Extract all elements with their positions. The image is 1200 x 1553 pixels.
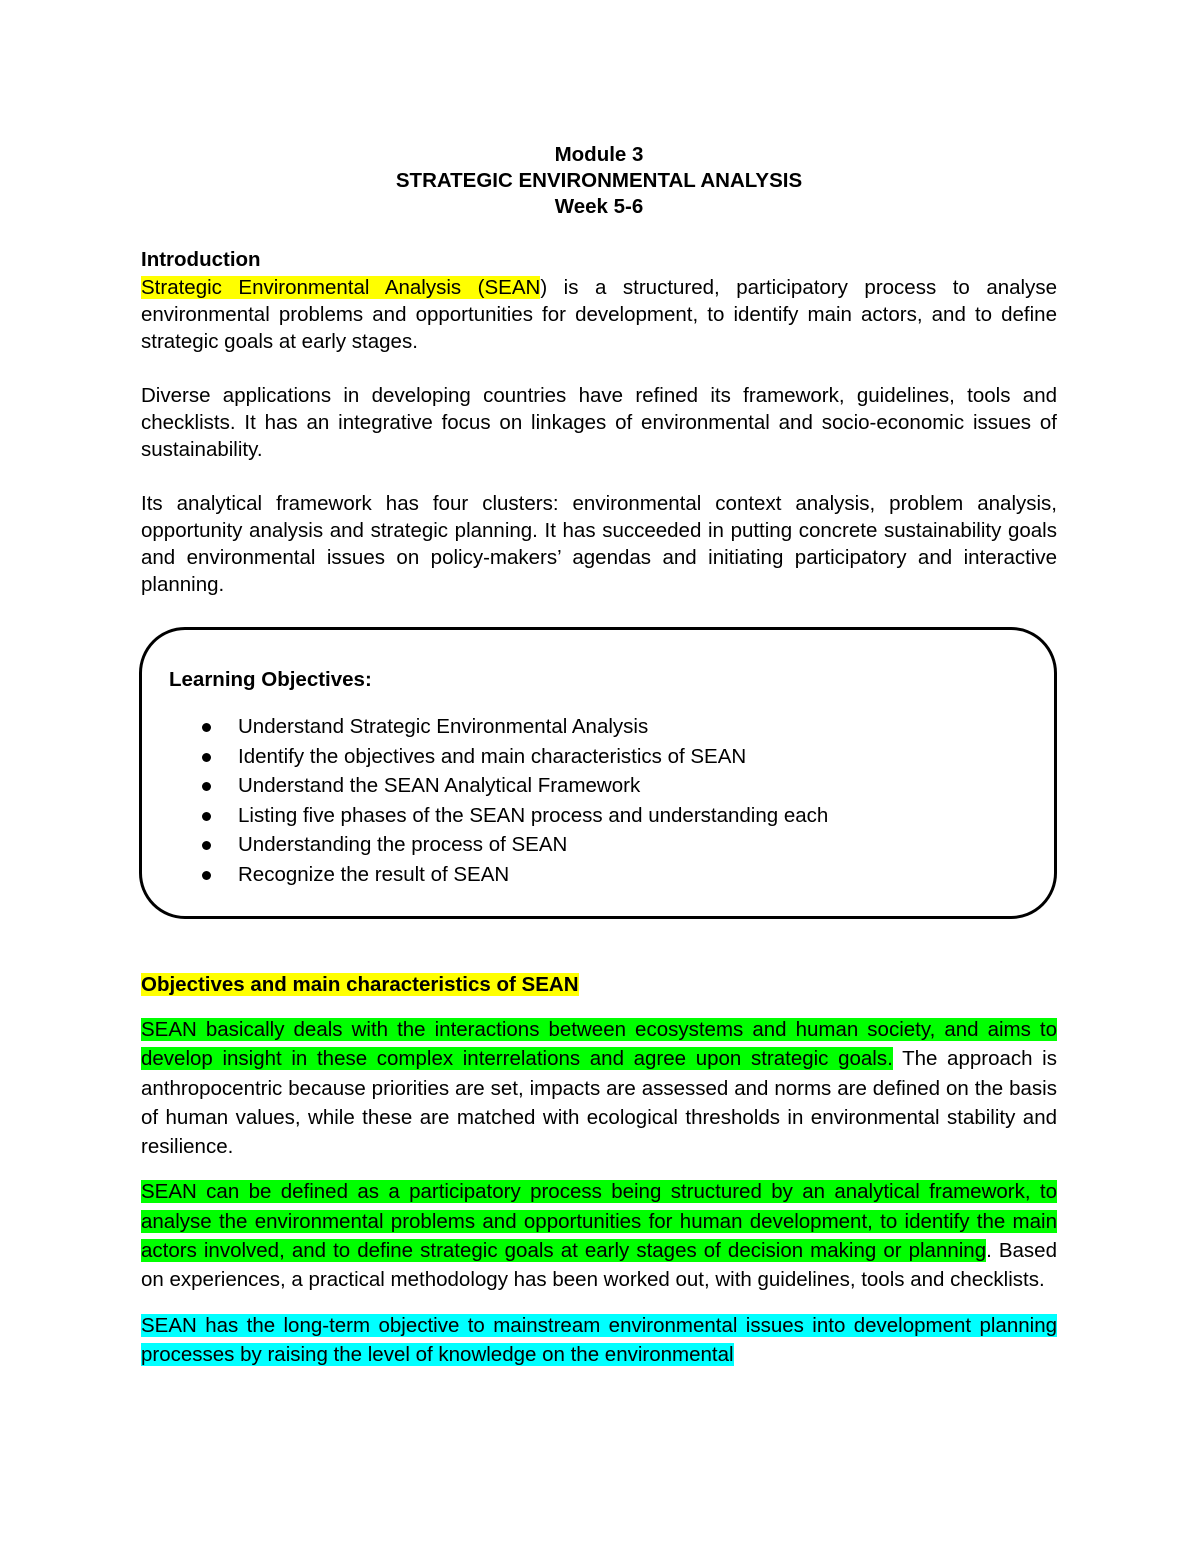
objectives-paragraph-1 xyxy=(141,1015,1057,1161)
list-item: Understand Strategic Environmental Analysis xyxy=(202,712,828,742)
paragraph-text: The approach is anthropocentric because priorities are set, impacts are assessed and norms are defined on the basis of human values, while these are matched with ecological thresholds in environmental stability and resilience. xyxy=(141,1047,1057,1159)
bullet-icon xyxy=(202,871,211,880)
highlighted-text: SEAN basically deals with the interactions between ecosystems and human society, and aims to develop insight in these complex interrelations and agree upon strategic goals. xyxy=(141,1018,1057,1071)
bullet-icon xyxy=(202,723,211,732)
highlighted-text: SEAN has the long-term objective to mainstream environmental issues into development planning processes by raising the level of knowledge on the environmental xyxy=(141,1313,1057,1366)
objectives-heading: Objectives and main characteristics of SEAN xyxy=(141,973,579,996)
learning-objectives-list xyxy=(202,712,828,889)
objectives-section xyxy=(141,971,1057,1369)
module-week: Week 5-6 xyxy=(554,195,644,218)
bullet-icon xyxy=(202,812,211,821)
list-item: Understand the SEAN Analytical Framework xyxy=(202,771,828,801)
bullet-icon xyxy=(202,841,211,850)
highlighted-text: Strategic Environmental Analysis (SEAN xyxy=(141,276,541,299)
bullet-icon xyxy=(202,782,211,791)
intro-paragraph-3: Its analytical framework has four clusters: environmental context analysis, problem analysis, opportunity analysis and strategic planning. It has succeeded in putting concrete sustainability goals and environmental issues on policy-makers’ agendas and initiating participatory and interactive planning. xyxy=(141,492,1057,596)
list-item: Identify the objectives and main characteristics of SEAN xyxy=(202,742,828,772)
list-item: Listing five phases of the SEAN process and understanding each xyxy=(202,801,828,831)
intro-paragraph-1 xyxy=(141,274,1057,355)
paragraph-text: ) is a structured, participatory process to analyse environmental problems and opportunities for development, to identify main actors, and to define strategic goals at early stages. xyxy=(141,276,1057,353)
objectives-paragraph-2 xyxy=(141,1177,1057,1294)
highlighted-text: SEAN can be defined as a participatory process being structured by an analytical framework, to analyse the environmental problems and opportunities for human development, to identify the main actors involved, and to define strategic goals at early stages of decision making or planning xyxy=(141,1180,1057,1263)
list-item: Understanding the process of SEAN xyxy=(202,830,828,860)
document-header xyxy=(141,142,1057,220)
intro-block xyxy=(141,141,1057,598)
list-item: Recognize the result of SEAN xyxy=(202,860,828,890)
intro-paragraph-2: Diverse applications in developing countries have refined its framework, guidelines, tools and checklists. It has an integrative focus on linkages of environmental and socio-economic issues of sustainability. xyxy=(141,384,1057,461)
bullet-icon xyxy=(202,753,211,762)
introduction-heading: Introduction xyxy=(141,248,261,271)
module-title: STRATEGIC ENVIRONMENTAL ANALYSIS xyxy=(395,169,803,192)
learning-objectives-box xyxy=(139,627,1057,919)
learning-objectives-title: Learning Objectives: xyxy=(169,668,372,691)
objectives-paragraph-3 xyxy=(141,1311,1057,1370)
module-number: Module 3 xyxy=(554,143,644,166)
paragraph-text: . Based on experiences, a practical methodology has been worked out, with guidelines, tools and checklists. xyxy=(141,1239,1057,1292)
